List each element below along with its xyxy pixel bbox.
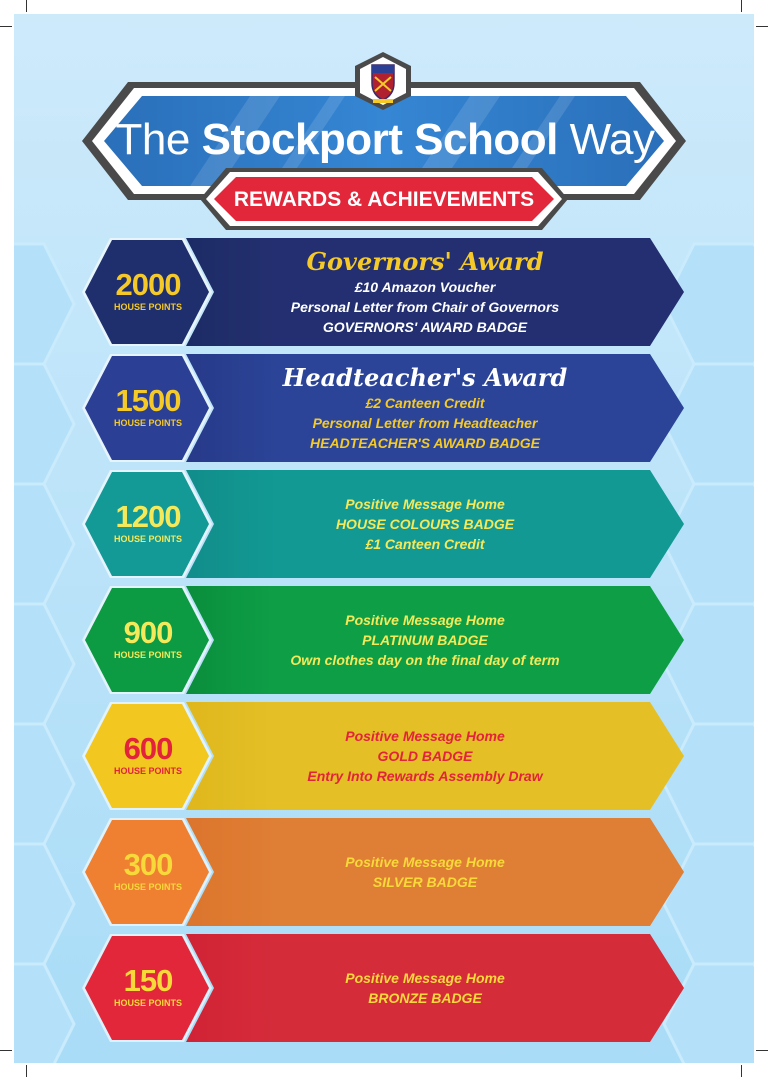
award-title: Headteacher's Award xyxy=(282,363,568,392)
reward-line: HOUSE COLOURS BADGE xyxy=(335,516,515,532)
reward-line: Positive Message Home xyxy=(345,612,505,628)
reward-line: HEADTEACHER'S AWARD BADGE xyxy=(310,435,540,451)
house-points-label: HOUSE POINTS xyxy=(113,302,182,312)
tier-row xyxy=(0,934,768,1042)
reward-details xyxy=(200,363,650,453)
house-points-badge xyxy=(98,848,198,893)
house-points-badge xyxy=(98,732,198,777)
tier-row xyxy=(0,238,768,346)
tier-row xyxy=(0,354,768,462)
reward-line: Positive Message Home xyxy=(345,728,505,744)
house-points-badge xyxy=(98,500,198,545)
school-crest-logo xyxy=(355,55,411,111)
reward-line: £10 Amazon Voucher xyxy=(354,279,496,295)
reward-line: Positive Message Home xyxy=(345,854,505,870)
reward-details xyxy=(200,247,650,337)
tier-row xyxy=(0,818,768,926)
reward-details xyxy=(200,852,650,892)
reward-line: PLATINUM BADGE xyxy=(362,632,488,648)
reward-line: Personal Letter from Chair of Governors xyxy=(290,299,560,315)
reward-line: Positive Message Home xyxy=(345,970,505,986)
house-points-value: 900 xyxy=(123,615,173,650)
reward-line: Entry Into Rewards Assembly Draw xyxy=(307,768,543,784)
reward-line: Personal Letter from Headteacher xyxy=(312,415,538,431)
house-points-badge xyxy=(98,964,198,1009)
reward-line: SILVER BADGE xyxy=(372,874,478,890)
crop-mark-bottom-left-h xyxy=(0,1050,12,1051)
house-points-label: HOUSE POINTS xyxy=(113,650,182,660)
tier-row xyxy=(0,702,768,810)
house-points-badge xyxy=(98,384,198,429)
house-points-value: 1200 xyxy=(115,499,181,534)
house-points-label: HOUSE POINTS xyxy=(113,534,182,544)
reward-details xyxy=(200,726,650,786)
house-points-value: 150 xyxy=(123,963,173,998)
tier-row xyxy=(0,470,768,578)
house-points-badge xyxy=(98,268,198,313)
crop-mark-bottom-right-h xyxy=(756,1050,768,1051)
reward-details xyxy=(200,610,650,670)
award-title: Governors' Award xyxy=(306,247,544,276)
reward-line: GOLD BADGE xyxy=(377,748,473,764)
crop-mark-bottom-right xyxy=(741,1065,742,1077)
reward-line: Own clothes day on the final day of term xyxy=(290,652,560,668)
house-points-value: 1500 xyxy=(115,383,181,418)
house-points-value: 600 xyxy=(123,731,173,766)
house-points-label: HOUSE POINTS xyxy=(113,418,182,428)
reward-line: £2 Canteen Credit xyxy=(365,395,485,411)
page-title: The Stockport School Way xyxy=(115,115,655,164)
house-points-label: HOUSE POINTS xyxy=(113,882,182,892)
reward-line: £1 Canteen Credit xyxy=(365,536,485,552)
page-subtitle: REWARDS & ACHIEVEMENTS xyxy=(233,188,535,211)
reward-line: BRONZE BADGE xyxy=(368,990,482,1006)
header xyxy=(0,0,768,240)
crop-mark-bottom-left xyxy=(26,1065,27,1077)
tier-row xyxy=(0,586,768,694)
house-points-badge xyxy=(98,616,198,661)
reward-line: Positive Message Home xyxy=(345,496,505,512)
reward-line: GOVERNORS' AWARD BADGE xyxy=(322,319,528,335)
house-points-value: 300 xyxy=(123,847,173,882)
reward-details xyxy=(200,494,650,554)
house-points-value: 2000 xyxy=(115,267,181,302)
reward-details xyxy=(200,968,650,1008)
house-points-label: HOUSE POINTS xyxy=(113,766,182,776)
house-points-label: HOUSE POINTS xyxy=(113,998,182,1008)
